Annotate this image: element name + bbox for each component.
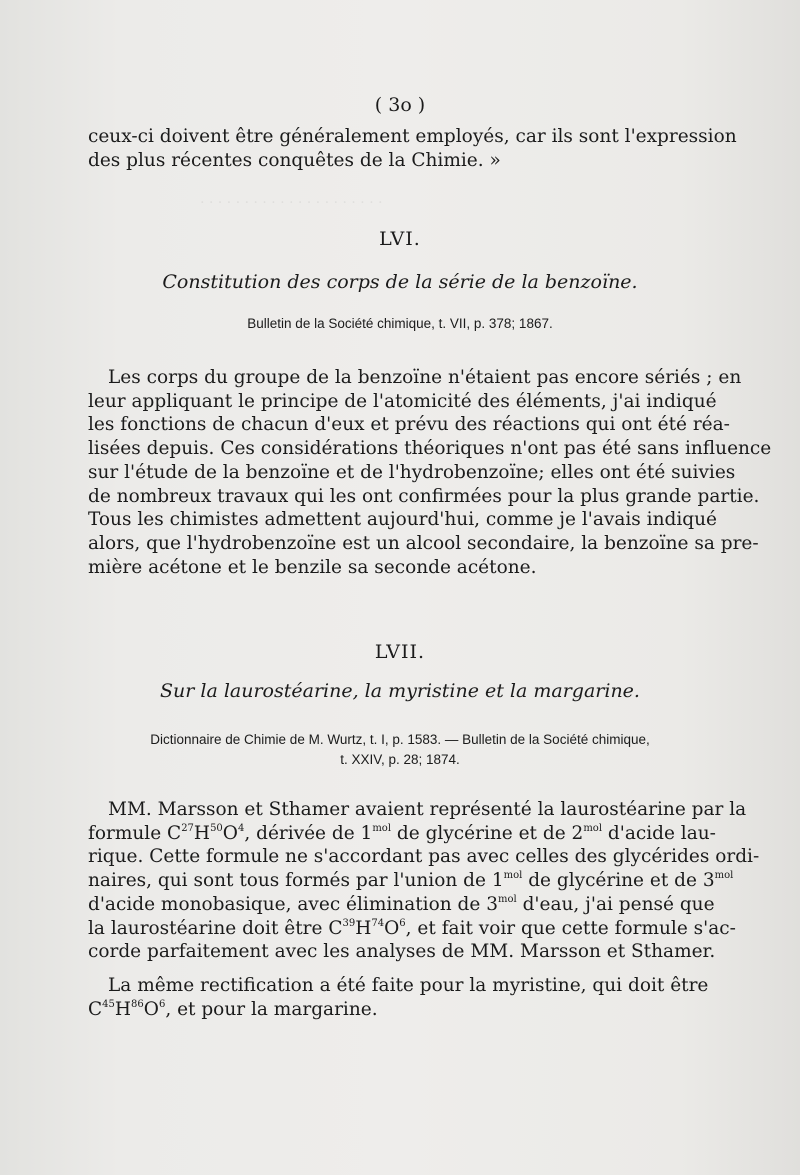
text-line: mière acétone et le benzile sa seconde acétone. <box>88 556 537 578</box>
text-line: lisées depuis. Ces considérations théoriques n'ont pas été sans influence <box>88 438 772 460</box>
text-line: formule $C^{27}H^{50}O^4$, dérivée de $1^{mol}$ de glycérine et de $2^{mol}$ d'acide lau- <box>88 822 716 844</box>
body-paragraph <box>88 798 760 964</box>
bibliographic-reference <box>0 730 800 770</box>
body-paragraph <box>88 974 709 1021</box>
page-number: ( 3o ) <box>374 94 426 116</box>
text-line: Les corps du groupe de la benzoïne n'étaient pas encore sériés ; en <box>108 367 742 388</box>
reference-line: t. XXIV, p. 28; 1874. <box>340 752 460 767</box>
reference-line: Dictionnaire de Chimie de M. Wurtz, t. I, p. 1583. — Bulletin de la Société chimique, <box>150 732 650 747</box>
text-line: de nombreux travaux qui les ont confirmées pour la plus grande partie. <box>88 485 760 507</box>
text-line: Tous les chimistes admettent aujourd'hui, comme je l'avais indiqué <box>88 509 717 531</box>
intro-paragraph <box>88 125 737 172</box>
text-line: ceux-ci doivent être généralement employés, car ils sont l'expression <box>88 126 737 147</box>
section-title: Constitution des corps de la série de la benzoïne. <box>162 271 638 293</box>
text-line: les fonctions de chacun d'eux et prévu des réactions qui ont été réa- <box>88 414 730 436</box>
text-line: d'acide monobasique, avec élimination de $3^{mol}$ d'eau, j'ai pensé que <box>88 893 715 915</box>
section-number: LVI. <box>379 228 421 250</box>
text-line: leur appliquant le principe de l'atomicité des éléments, j'ai indiqué <box>88 390 717 412</box>
text-line: La même rectification a été faite pour la myristine, qui doit être <box>108 975 709 996</box>
text-line: naires, qui sont tous formés par l'union de $1^{mol}$ de glycérine et de $3^{mol}$ <box>88 870 734 892</box>
text-line: alors, que l'hydrobenzoïne est un alcool secondaire, la benzoïne sa pre- <box>88 532 759 554</box>
bibliographic-reference: Bulletin de la Société chimique, t. VII, p. 378; 1867. <box>247 316 553 331</box>
text-line: MM. Marsson et Sthamer avaient représenté la laurostéarine par la <box>108 799 747 820</box>
bleed-through-text: · · · · · · · · · · · · · · · · · · · · · <box>200 195 383 211</box>
text-line: corde parfaitement avec les analyses de MM. Marsson et Sthamer. <box>88 941 716 963</box>
section-title: Sur la laurostéarine, la myristine et la margarine. <box>160 680 640 702</box>
text-line: rique. Cette formule ne s'accordant pas avec celles des glycérides ordi- <box>88 846 760 868</box>
body-paragraph <box>88 366 772 579</box>
text-line: des plus récentes conquêtes de la Chimie. » <box>88 149 501 171</box>
text-line: $C^{45}H^{86}O^6$, et pour la margarine. <box>88 998 378 1020</box>
text-line: la laurostéarine doit être $C^{39}H^{74}O^6$, et fait voir que cette formule s'ac- <box>88 917 736 939</box>
text-line: sur l'étude de la benzoïne et de l'hydrobenzoïne; elles ont été suivies <box>88 461 736 483</box>
section-number: LVII. <box>374 641 426 663</box>
